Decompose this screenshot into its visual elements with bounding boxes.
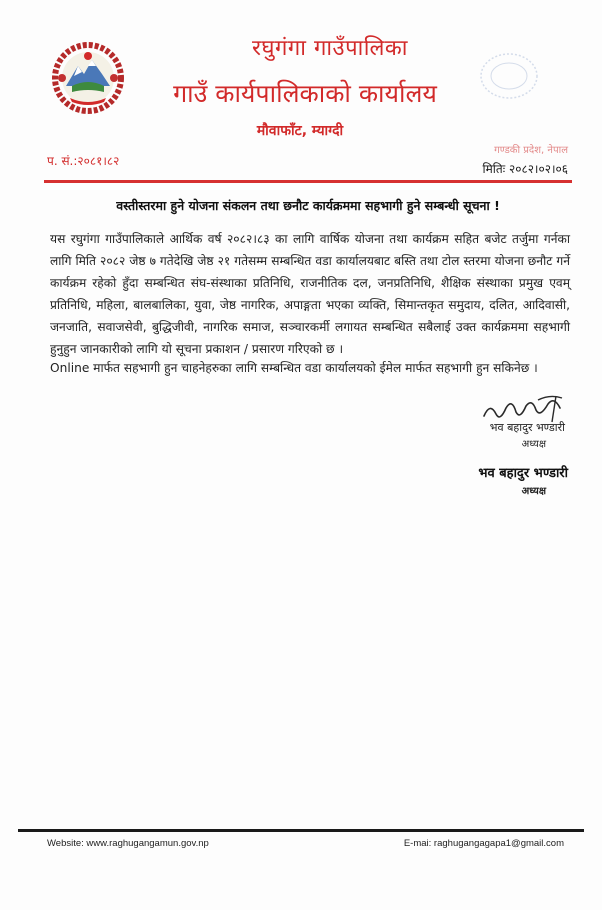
signatory-handwritten-title: अध्यक्ष — [521, 439, 546, 450]
signatory-name: भव बहादुर भण्डारी — [478, 466, 568, 481]
online-participation-note: Online मार्फत सहभागी हुन चाहनेहरुका लागि सम्बन्धित वडा कार्यालयको ईमेल मार्फत सहभागी हुन सकिनेछ । — [50, 361, 538, 375]
footer-email: E-mai: raghugangagapa1@gmail.com — [403, 838, 564, 849]
office-name: गाउँ कार्यपालिकाको कार्यालय — [173, 79, 437, 108]
notice-body: यस रघुगंगा गाउँपालिकाले आर्थिक वर्ष २०८२।८३ का लागि वार्षिक योजना तथा कार्यक्रम सहित बजेट तर्जुमा गर्नका लागि मिति २०८२ जेष्ठ ७ गतेदेखि जेष्ठ २१ गतेसम्म सम्बन्धित वडा कार्यालयबाट बस्ति तथा टोल स्तरमा योजना छनौट गर्ने कार्यक्रम रहेको हुँदा सम्बन्धित संघ-संस्थाका प्रतिनिधि, राजनीतिक दल, जनप्रतिनिधि, शैक्षिक संस्थाका प्रमुख एवम् प्रतिनिधि, महिला, बालबालिका, युवा, जेष्ठ नागरिक, अपाङ्गता भएका व्यक्ति, सिमान्तकृत समुदाय, दलित, आदिवासी, जनजाति, सवाजसेवी, बुद्धिजीवी, नागरिक समाज, सञ्चारकर्मी लगायत सम्बन्धित सबैलाई उक्त कार्यक्रममा सहभागी हुनुहुन जानकारीको लागि यो सूचना प्रकाशन / प्रसारण गरिएको छ । — [50, 232, 570, 356]
reference-number: प. सं.:२०८१।८२ — [47, 154, 120, 168]
signatory-title: अध्यक्ष — [521, 486, 546, 497]
faded-office-stamp-icon — [478, 50, 540, 102]
office-address: मौवाफाँट, म्याग्दी — [256, 123, 344, 139]
signatory-handwritten-name: भव बहादुर भण्डारी — [489, 421, 565, 434]
municipality-name: रघुगंगा गाउँपालिका — [251, 36, 408, 61]
province-label: गण्डकी प्रदेश, नेपाल — [494, 145, 568, 156]
issue-date: मितिः २०८२।०२।०६ — [482, 162, 568, 176]
header-divider — [44, 180, 572, 183]
notice-subject: वस्तीस्तरमा हुने योजना संकलन तथा छनौट कार्यक्रममा सहभागी हुने सम्बन्धी सूचना ! — [116, 198, 500, 213]
footer-website: Website: www.raghugangamun.gov.np — [47, 838, 209, 849]
footer-divider — [18, 829, 584, 832]
nepal-government-emblem-icon — [52, 42, 124, 114]
